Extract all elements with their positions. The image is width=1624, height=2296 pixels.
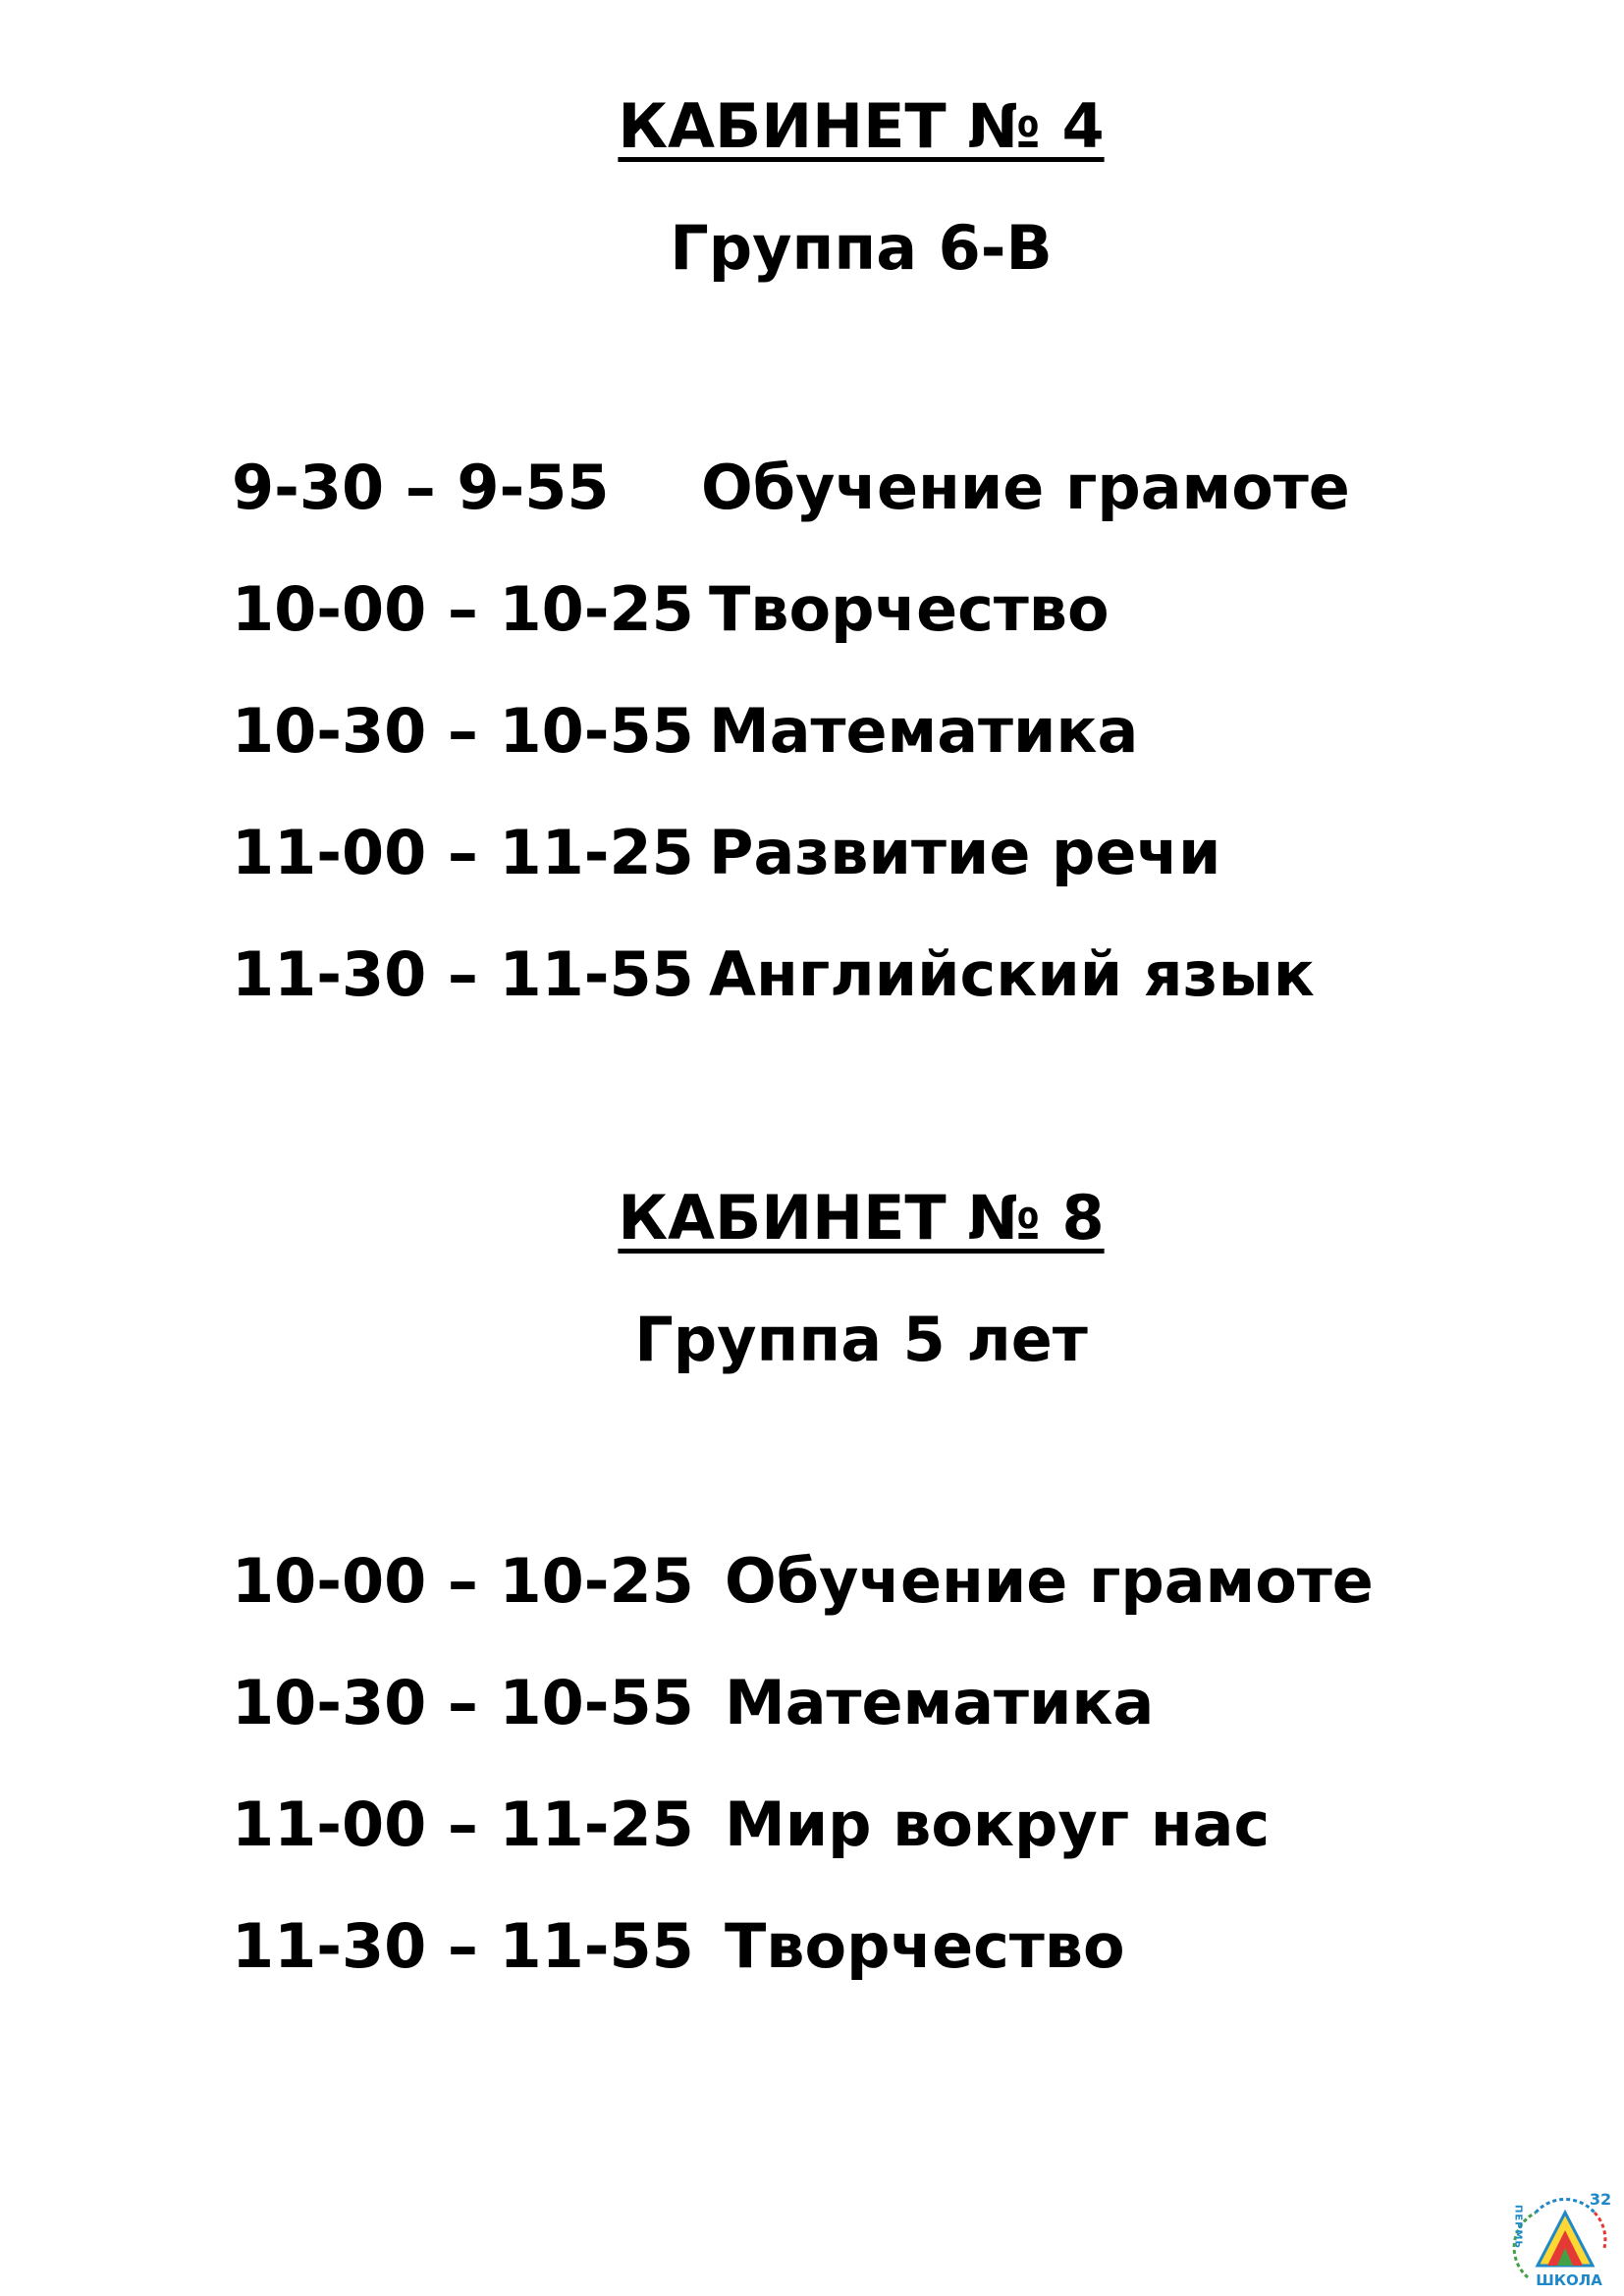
- schedule-subject: Английский язык: [709, 938, 1315, 1010]
- schedule-time: 11-00 – 11-25: [232, 1789, 694, 1860]
- schedule-subject: Мир вокруг нас: [725, 1789, 1271, 1860]
- schedule-time: 11-30 – 11-55: [232, 1910, 694, 1982]
- school-logo-icon: [1508, 2187, 1616, 2293]
- cabinet-8-title: КАБИНЕТ № 8: [618, 1182, 1105, 1254]
- logo-word: ШКОЛА: [1536, 2271, 1602, 2289]
- schedule-subject: Математика: [725, 1667, 1155, 1738]
- schedule-subject: Развитие речи: [709, 817, 1221, 888]
- schedule-time: 10-00 – 10-25: [232, 1545, 694, 1617]
- logo-number: 32: [1589, 2190, 1612, 2209]
- schedule-time: 10-30 – 10-55: [232, 1667, 694, 1738]
- schedule-subject: Обучение грамоте: [725, 1545, 1374, 1617]
- schedule-time: 11-30 – 11-55: [232, 938, 694, 1010]
- schedule-subject: Обучение грамоте: [701, 452, 1350, 523]
- schedule-subject: Творчество: [709, 573, 1110, 645]
- schedule-subject: Творчество: [725, 1910, 1125, 1982]
- cabinet-4-title: КАБИНЕТ № 4: [618, 90, 1105, 162]
- schedule-subject: Математика: [709, 695, 1139, 767]
- schedule-time: 10-30 – 10-55: [232, 695, 694, 767]
- schedule-time: 9-30 – 9-55: [232, 452, 610, 523]
- group-5-years-title: Группа 5 лет: [634, 1304, 1088, 1375]
- logo-city: ПЕРМЬ: [1512, 2205, 1524, 2250]
- schedule-time: 10-00 – 10-25: [232, 573, 694, 645]
- group-6v-title: Группа 6-В: [670, 212, 1053, 284]
- schedule-time: 11-00 – 11-25: [232, 817, 694, 888]
